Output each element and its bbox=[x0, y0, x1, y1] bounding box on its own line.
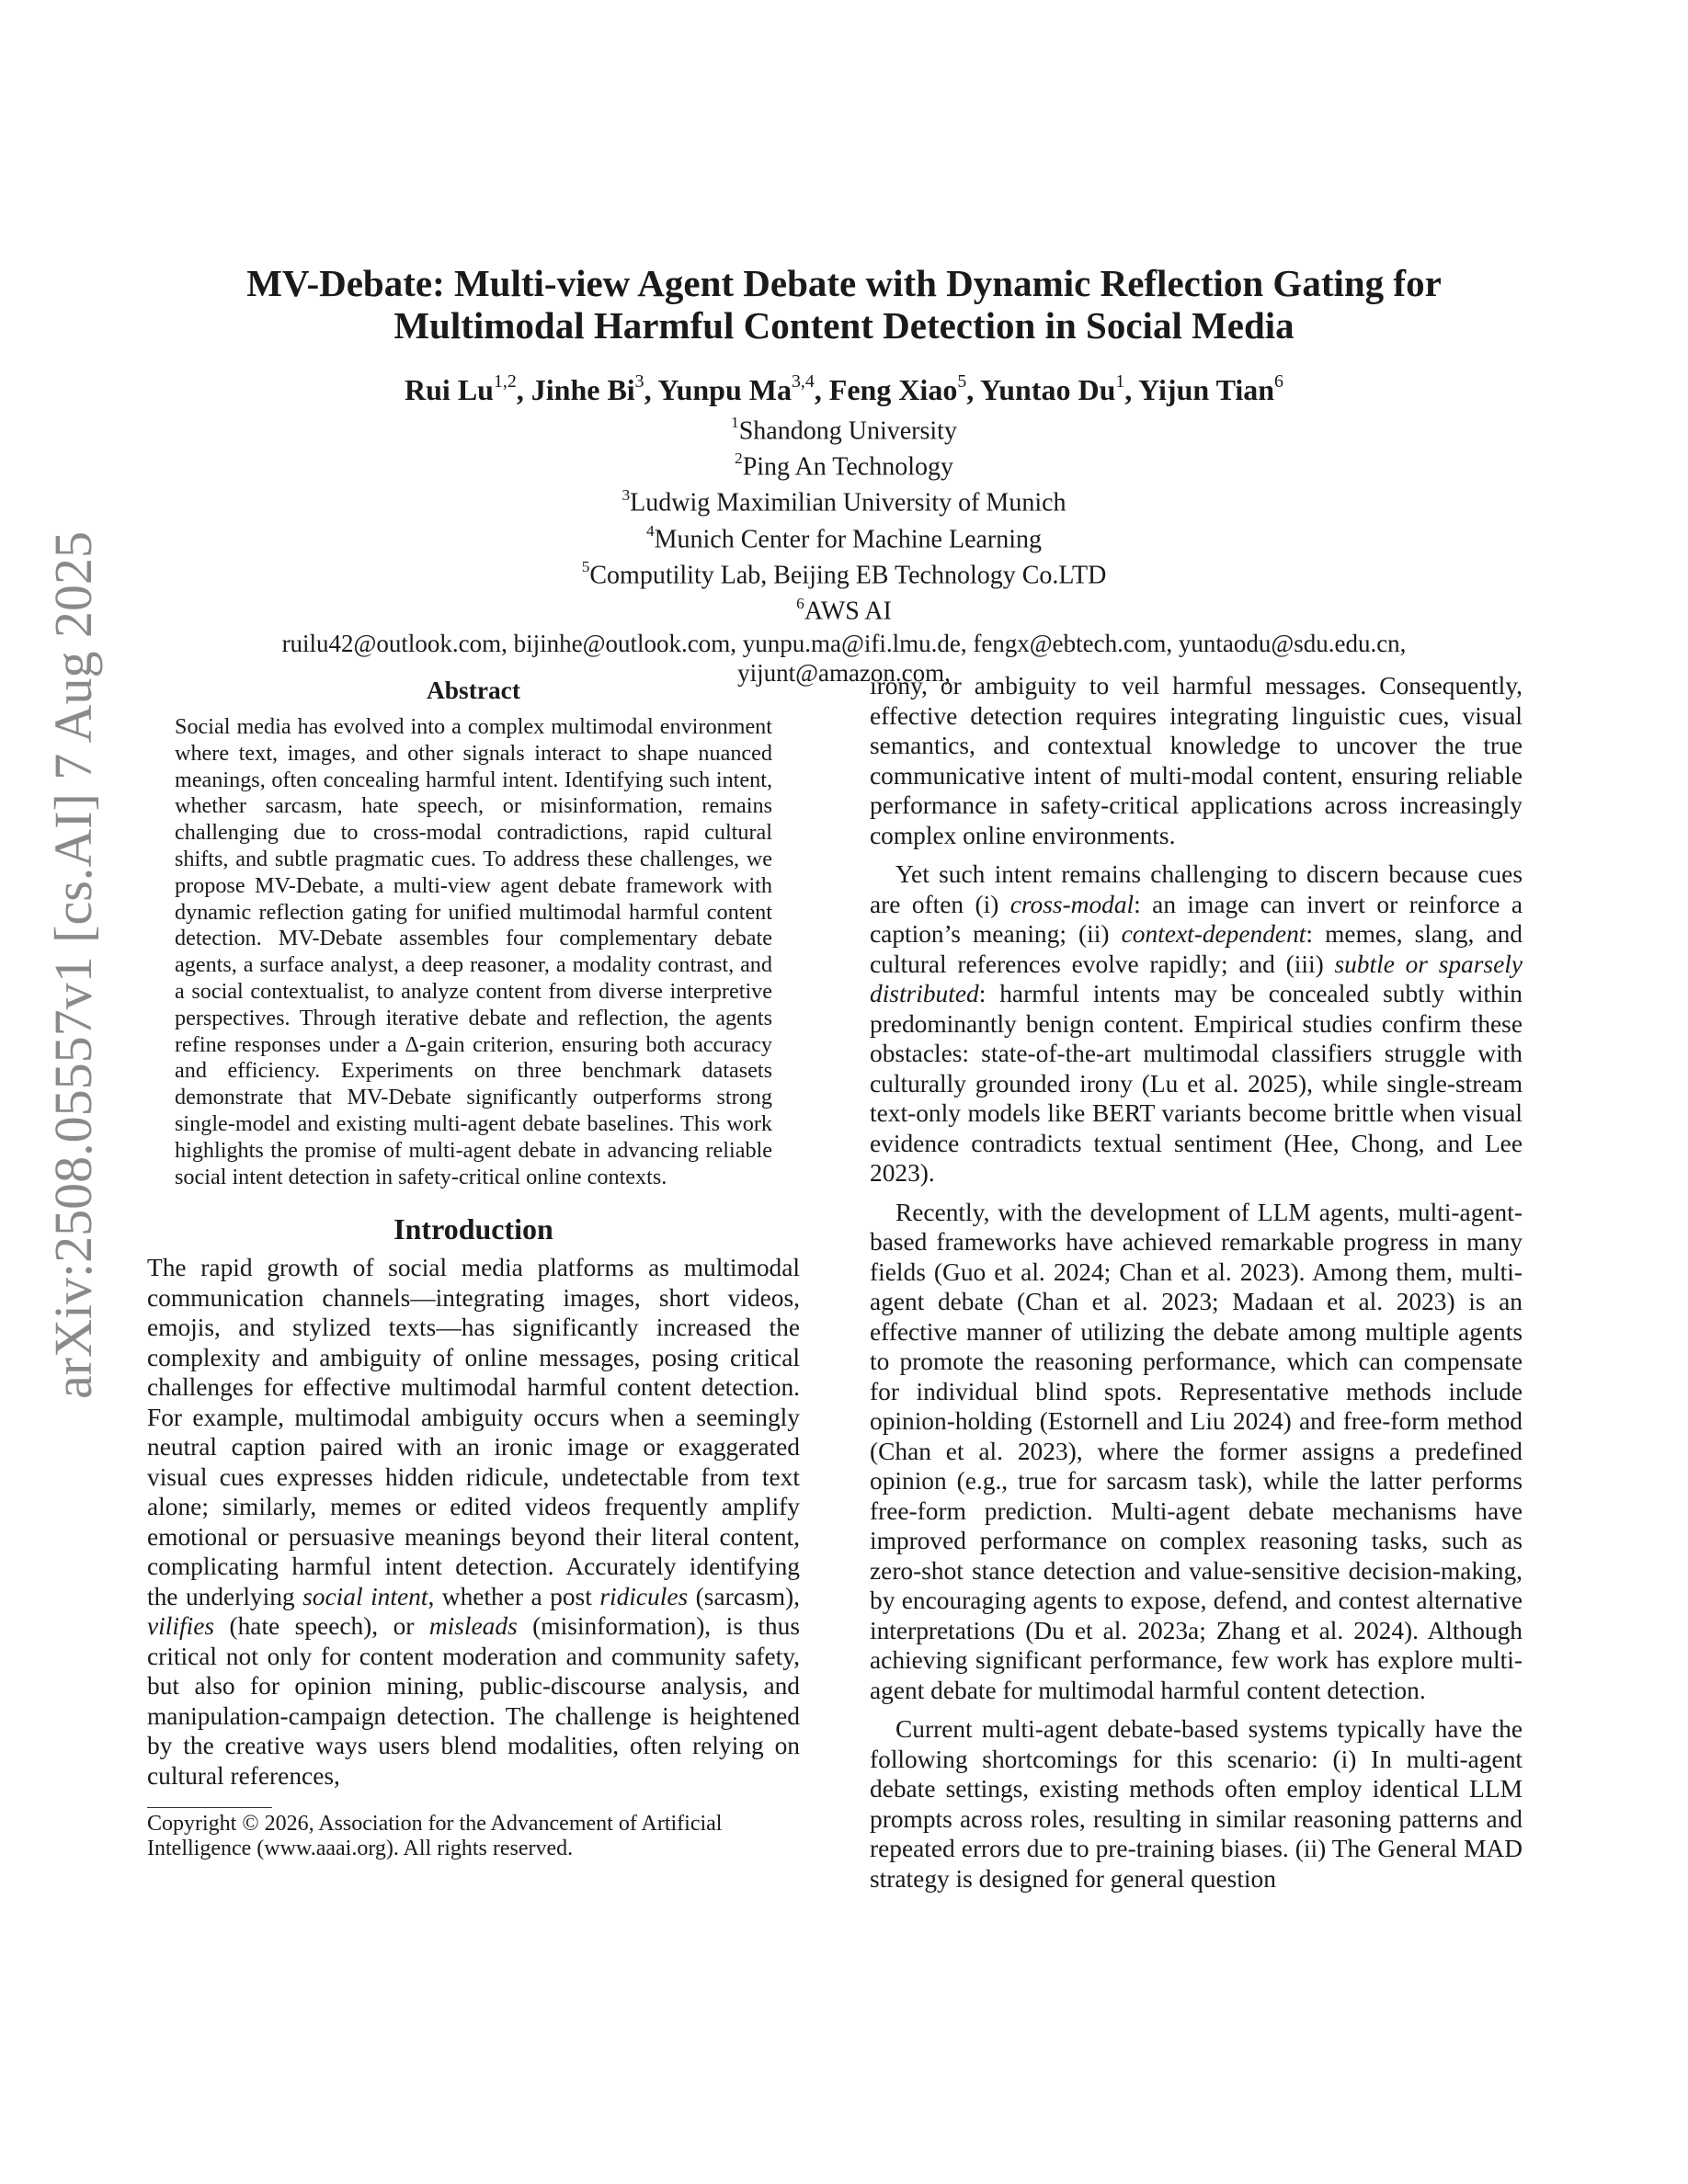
intro-paragraph-2: Yet such intent remains challenging to discern because cues are often (i) cross-modal: an image can invert or reinforce a caption’s meaning; (ii) context-dependent: memes, slang, and cultural references evolve rapidly; and (iii) subtle or sparsely distributed: harmful intents may be concealed subtly within predominantly benign content. Empirical studies confirm these obstacles: state-of-the-art multimodal classifiers struggle with culturally grounded irony (Lu et al. 2025), while single-stream text-only models like BERT variants become brittle when visual evidence contradicts textual sentiment (Hee, Chong, and Lee 2023). bbox=[870, 860, 1523, 1187]
arxiv-identifier: arXiv:2508.05557v1 [cs.AI] 7 Aug 2025 bbox=[43, 531, 103, 1400]
title-line-1: MV-Debate: Multi-view Agent Debate with Dynamic Reflection Gating for bbox=[246, 262, 1442, 304]
author: Yijun Tian$^6$ bbox=[1138, 371, 1283, 406]
intro-paragraph-4: Current multi-agent debate-based systems typically have the following shortcomings for this scenario: (i) In multi-agent debate settings, existing methods often employ identical LLM prompts across roles, resulting in similar reasoning patterns and repeated errors due to pre-training biases. (ii) The General MAD strategy is designed for general question bbox=[870, 1715, 1523, 1893]
author: Yunpu Ma$^{3,4}$, bbox=[657, 371, 829, 406]
affiliation: $^5$Computility Lab, Beijing EB Technology Co.LTD bbox=[581, 558, 1107, 590]
author: Feng Xiao$^5$, bbox=[828, 371, 981, 406]
author-list bbox=[165, 365, 1523, 408]
affiliation: $^1$Shandong University bbox=[731, 413, 957, 445]
left-column bbox=[147, 671, 800, 1861]
abstract-heading: Abstract bbox=[427, 677, 520, 704]
affiliation: $^3$Ludwig Maximilian University of Munich bbox=[622, 485, 1066, 518]
author: Jinhe Bi$^3$, bbox=[530, 371, 658, 406]
paper-title bbox=[165, 262, 1523, 347]
intro-paragraph-3: Recently, with the development of LLM agents, multi-agent-based frameworks have achieved remarkable progress in many fields (Guo et al. 2024; Chan et al. 2023). Among them, multi-agent debate (Chan et al. 2023; Madaan et al. 2023) is an effective manner of utilizing the debate among multiple agents to promote the reasoning performance, which can compensate for individual blind spots. Representative methods include opinion-holding (Estornell and Liu 2024) and free-form method (Chan et al. 2023), where the former assigns a predefined opinion (e.g., true for sarcasm task), while the latter performs free-form prediction. Multi-agent debate mechanisms have improved performance on complex reasoning tasks, such as zero-shot stance detection and value-sensitive decision-making, by encouraging agents to expose, defend, and contest alternative interpretations (Du et al. 2023a; Zhang et al. 2024). Although achieving significant performance, few work has explore multi-agent debate for multimodal harmful content detection. bbox=[870, 1198, 1523, 1704]
author: Rui Lu$^{1,2}$, bbox=[405, 371, 531, 406]
intro-paragraph-1-continued: irony, or ambiguity to veil harmful messages. Consequently, effective detection requires integrating linguistic cues, visual semantics, and contextual knowledge to uncover the true communicative intent of multi-modal content, ensuring reliable performance in safety-critical applications across increasingly complex online environments. bbox=[870, 672, 1523, 849]
footnote-divider bbox=[147, 1807, 272, 1808]
affiliation: $^4$Munich Center for Machine Learning bbox=[645, 521, 1043, 553]
abstract-text: Social media has evolved into a complex multimodal environment where text, images, and other signals interact to shape nuanced meanings, often concealing harmful intent. Identifying such intent, whether sarcasm, hate speech, or misinformation, remains challenging due to cross-modal contradictions, rapid cultural shifts, and subtle pragmatic cues. To address these challenges, we propose MV-Debate, a multi-view agent debate framework with dynamic reflection gating for unified multimodal harmful content detection. MV-Debate assembles four complementary debate agents, a surface analyst, a deep reasoner, a modality contrast, and a social contextualist, to analyze content from diverse interpretive perspectives. Through iterative debate and reflection, the agents refine responses under a Δ-gain criterion, ensuring both accuracy and efficiency. Experiments on three benchmark datasets demonstrate that MV-Debate significantly outperforms strong single-model and existing multi-agent debate baselines. This work highlights the promise of multi-agent debate in advancing reliable social intent detection in safety-critical online contexts. bbox=[175, 714, 772, 1189]
introduction-heading: Introduction bbox=[393, 1212, 553, 1246]
affiliation: $^6$AWS AI bbox=[796, 594, 892, 626]
author-emails: ruilu42@outlook.com, bijinhe@outlook.com, yunpu.ma@ifi.lmu.de, fengx@ebtech.com, yuntaodu@sdu.edu.cn, yijunt@amazon.com, bbox=[281, 629, 1407, 687]
author: Yuntao Du$^1$, bbox=[980, 371, 1139, 406]
affiliation: $^2$Ping An Technology bbox=[735, 449, 953, 482]
copyright-footnote: Copyright © 2026, Association for the Advancement of Artificial Intelligence (www.aaai.org). All rights reserved. bbox=[147, 1812, 723, 1861]
intro-paragraph-1: The rapid growth of social media platforms as multimodal communication channels—integrating images, short videos, emojis, and stylized texts—has significantly increased the complexity and ambiguity of online messages, posing critical challenges for effective multimodal harmful content detection. For example, multimodal ambiguity occurs when a seemingly neutral caption paired with an ironic image or exaggerated visual cues expresses hidden ridicule, undetectable from text alone; similarly, memes or edited videos frequently amplify emotional or persuasive meanings beyond their literal content, complicating harmful intent detection. Accurately identifying the underlying social intent, whether a post ridicules (sarcasm), vilifies (hate speech), or misleads (misinformation), is thus critical not only for content moderation and community safety, but also for opinion mining, public-discourse analysis, and manipulation-campaign detection. The challenge is heightened by the creative ways users blend modalities, often relying on cultural references, bbox=[147, 1254, 800, 1790]
affiliation-list bbox=[165, 410, 1523, 627]
right-column bbox=[870, 671, 1523, 1894]
paper-header bbox=[165, 262, 1523, 688]
title-line-2: Multimodal Harmful Content Detection in Social Media bbox=[393, 304, 1295, 347]
